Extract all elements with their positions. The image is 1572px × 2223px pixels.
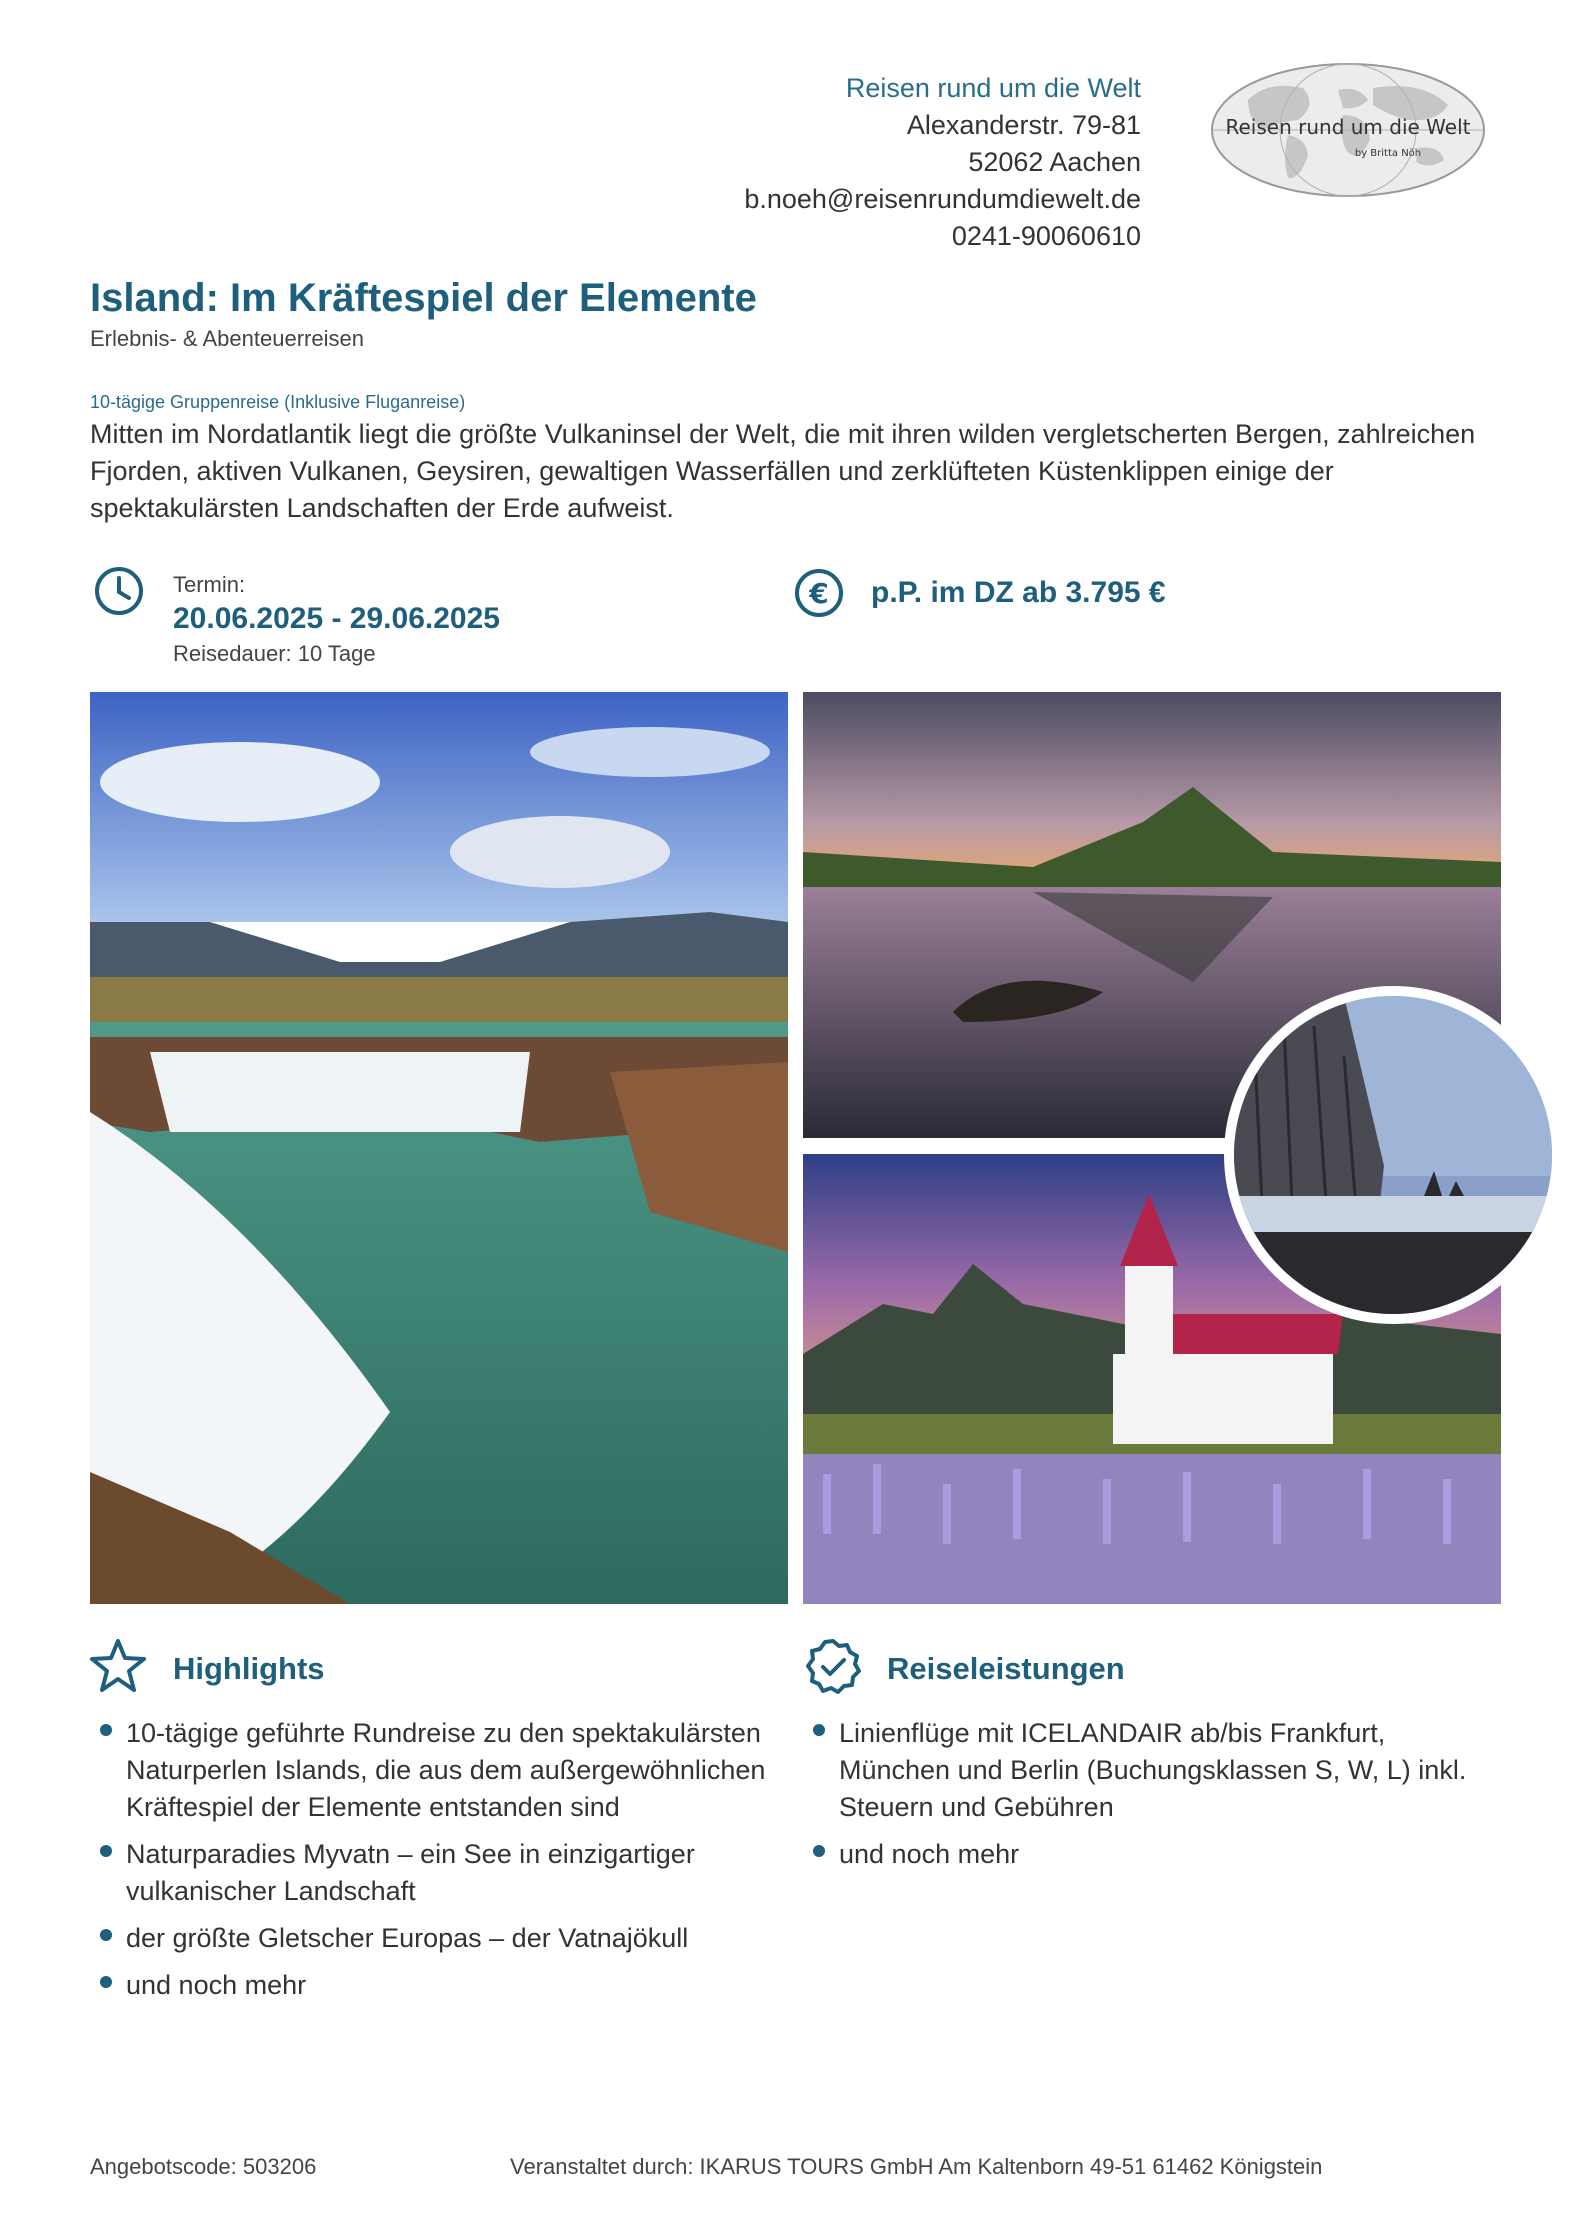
euro-icon bbox=[792, 566, 846, 620]
waterfall-photo bbox=[90, 692, 788, 1604]
star-icon bbox=[88, 1636, 148, 1696]
trip-category: Erlebnis- & Abenteuerreisen bbox=[90, 326, 364, 351]
highlight-text: der größte Gletscher Europas – der Vatnajökull bbox=[126, 1923, 689, 1953]
clock-icon bbox=[92, 564, 146, 618]
list-item bbox=[90, 1715, 770, 1826]
list-item bbox=[803, 1836, 1483, 1873]
list-item bbox=[90, 1836, 770, 1910]
highlights-title: Highlights bbox=[173, 1651, 325, 1686]
svg-text:€: € bbox=[809, 577, 829, 610]
highlight-text: Naturparadies Myvatn – ein See in einzigartiger vulkanischer Landschaft bbox=[126, 1839, 695, 1906]
highlight-text: 10-tägige geführte Rundreise zu den spektakulärsten Naturperlen Islands, die aus dem außergewöhnlichen Kräftespiel der Elemente entstanden sind bbox=[126, 1718, 766, 1822]
price-text: p.P. im DZ ab 3.795 € bbox=[871, 576, 1166, 609]
agency-street: Alexanderstr. 79-81 bbox=[906, 110, 1141, 140]
service-text: Linienflüge mit ICELANDAIR ab/bis Frankfurt, München und Berlin (Buchungsklassen S, W, L) inkl. Steuern und Gebühren bbox=[839, 1718, 1467, 1822]
highlight-text: und noch mehr bbox=[126, 1970, 307, 2000]
highlights-list bbox=[90, 1715, 770, 2014]
agency-contact bbox=[744, 70, 1141, 255]
logo-byline: by Britta Nöh bbox=[1354, 148, 1422, 159]
service-text: und noch mehr bbox=[839, 1839, 1020, 1869]
offer-code: Angebotscode: 503206 bbox=[90, 2154, 317, 2179]
agency-name: Reisen rund um die Welt bbox=[845, 73, 1141, 103]
list-item bbox=[803, 1715, 1483, 1826]
globe-logo-icon bbox=[1208, 60, 1488, 200]
agency-city: 52062 Aachen bbox=[968, 147, 1141, 177]
trip-title: Island: Im Kräftespiel der Elemente bbox=[90, 276, 757, 320]
services-title: Reiseleistungen bbox=[887, 1651, 1125, 1686]
services-list bbox=[803, 1715, 1483, 1883]
termin-duration: Reisedauer: 10 Tage bbox=[173, 641, 376, 666]
organizer-info: Veranstaltet durch: IKARUS TOURS GmbH Am Kaltenborn 49-51 61462 Königstein bbox=[510, 2154, 1323, 2179]
termin-label: Termin: bbox=[173, 572, 246, 597]
agency-email[interactable]: b.noeh@reisenrundumdiewelt.de bbox=[744, 184, 1141, 214]
logo-text: Reisen rund um die Welt bbox=[1225, 115, 1471, 139]
check-badge-icon bbox=[803, 1636, 863, 1696]
list-item bbox=[90, 1967, 770, 2004]
list-item bbox=[90, 1920, 770, 1957]
termin-dates: 20.06.2025 - 29.06.2025 bbox=[173, 602, 500, 635]
trip-intro: Mitten im Nordatlantik liegt die größte Vulkaninsel der Welt, die mit ihren wilden vergletscherten Bergen, zahlreichen Fjorden, aktiven Vulkanen, Geysiren, gewaltigen Wasserfällen und zerklüfteten Küstenklippen einige der spektakulärsten Landschaften der Erde aufweist. bbox=[90, 419, 1476, 523]
basalt-cliff-photo bbox=[1224, 986, 1562, 1324]
trip-subheading: 10-tägige Gruppenreise (Inklusive Fluganreise) bbox=[90, 392, 466, 412]
agency-phone[interactable]: 0241-90060610 bbox=[951, 221, 1141, 251]
agency-logo bbox=[1208, 60, 1488, 200]
